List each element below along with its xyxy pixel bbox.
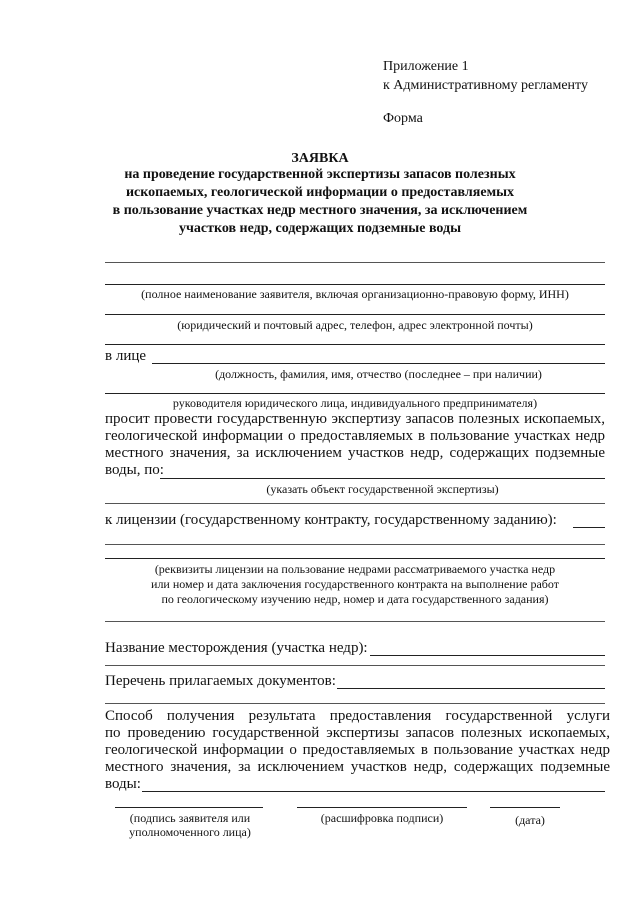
license-line-2[interactable] xyxy=(105,544,605,545)
head-line[interactable] xyxy=(105,393,605,394)
method-line-1: Способ получения результата предоставления государственной услуги xyxy=(105,708,610,724)
request-line-4: воды, по: xyxy=(105,462,164,478)
caption-decode: (расшифровка подписи) xyxy=(320,811,444,825)
title-line-2: ископаемых, геологической информации о предоставляемых xyxy=(125,185,515,200)
request-line-3: местного значения, за исключением участков недр, содержащих подземные xyxy=(105,445,605,461)
license-line-3[interactable] xyxy=(105,558,605,559)
caption-head: руководителя юридического лица, индивидуального предпринимателя) xyxy=(172,396,538,410)
caption-license-2: или номер и дата заключения государственного контракта на выполнение работ xyxy=(151,577,559,591)
caption-license-3: по геологическому изучению недр, номер и дата государственного задания) xyxy=(161,592,549,606)
caption-address: (юридический и почтовый адрес, телефон, адрес электронной почты) xyxy=(177,318,533,332)
request-line-2: геологической информации о предоставляемых в пользование участках недр xyxy=(105,428,605,444)
appendix-number: Приложение 1 xyxy=(383,59,469,74)
in-person-label: в лице xyxy=(105,348,147,364)
extra-line[interactable] xyxy=(105,344,605,345)
object-extra-line[interactable] xyxy=(105,503,605,504)
deposit-label: Название месторождения (участка недр): xyxy=(105,640,368,656)
method-line-2: по проведению государственной экспертизы запасов полезных ископаемых, xyxy=(105,725,610,741)
title-line-1: на проведение государственной экспертизы запасов полезных xyxy=(124,167,516,182)
title-line-3: в пользование участках недр местного значения, за исключением xyxy=(112,203,528,218)
caption-signature-1: (подпись заявителя или xyxy=(129,811,251,825)
caption-date: (дата) xyxy=(515,813,545,827)
applicant-line-1[interactable] xyxy=(105,262,605,263)
signature-line[interactable] xyxy=(115,807,263,808)
address-line[interactable] xyxy=(105,314,605,315)
caption-signature-2: уполномоченного лица) xyxy=(129,825,251,839)
appendix-regulation: к Административному регламенту xyxy=(383,78,588,93)
title-line-4: участков недр, содержащих подземные воды xyxy=(178,221,462,236)
document-title: ЗАЯВКА xyxy=(291,151,349,166)
license-line-4[interactable] xyxy=(105,621,605,622)
deposit-line-2[interactable] xyxy=(105,665,605,666)
documents-line-1[interactable] xyxy=(337,688,605,689)
deposit-line-1[interactable] xyxy=(370,655,605,656)
decode-line[interactable] xyxy=(297,807,467,808)
representative-line[interactable] xyxy=(152,363,605,364)
method-line-4: местного значения, за исключением участков недр, содержащих подземные xyxy=(105,759,610,775)
caption-object: (указать объект государственной экспертизы) xyxy=(266,482,499,496)
applicant-line-2[interactable] xyxy=(105,284,605,285)
method-line[interactable] xyxy=(142,791,605,792)
license-line-1[interactable] xyxy=(573,527,605,528)
form-label: Форма xyxy=(383,111,423,126)
caption-position: (должность, фамилия, имя, отчество (последнее – при наличии) xyxy=(215,367,542,381)
object-line[interactable] xyxy=(160,478,605,479)
license-label: к лицензии (государственному контракту, государственному заданию): xyxy=(105,512,557,528)
method-line-3: геологической информации о предоставляемых в пользование участках недр xyxy=(105,742,610,758)
method-line-5: воды: xyxy=(105,776,141,792)
caption-applicant: (полное наименование заявителя, включая организационно-правовую форму, ИНН) xyxy=(141,287,569,301)
date-line[interactable] xyxy=(490,807,560,808)
request-line-1: просит провести государственную экспертизу запасов полезных ископаемых, xyxy=(105,411,605,427)
caption-license-1: (реквизиты лицензии на пользование недрами рассматриваемого участка недр xyxy=(154,562,556,576)
documents-line-2[interactable] xyxy=(105,703,605,704)
documents-label: Перечень прилагаемых документов: xyxy=(105,673,336,689)
